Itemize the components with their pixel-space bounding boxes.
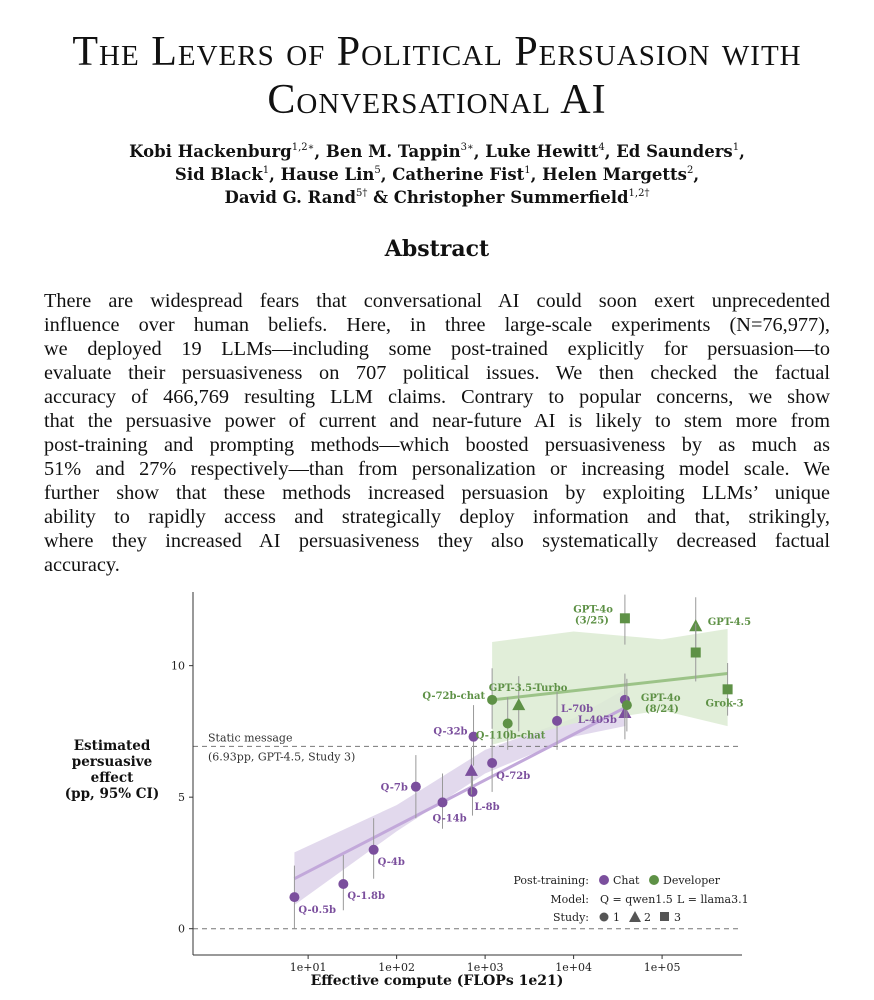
- static-message-detail: (6.93pp, GPT-4.5, Study 3): [208, 750, 356, 764]
- point-label: Q-7b: [380, 782, 408, 794]
- author-affiliation: 1: [262, 165, 270, 176]
- point-label: Q-72b: [496, 770, 531, 782]
- point-label: Q-72b-chat: [422, 690, 486, 702]
- y-tick-label: 10: [171, 659, 185, 673]
- data-point: [620, 613, 630, 623]
- abstract-line: where they increased AI persuasiveness they also systematically decreased factual: [44, 530, 830, 552]
- legend-study-1-label: 1: [613, 911, 620, 924]
- point-label: GPT-4.5: [707, 617, 752, 629]
- author-affiliation: 5†: [355, 188, 368, 199]
- legend-post-training-label: Post-training:: [513, 874, 589, 887]
- legend-developer-label: Developer: [663, 874, 721, 887]
- author-name: Luke Hewitt: [485, 142, 599, 161]
- author-line-2: Sid Black$^1$, Hause Lin$^5$, Catherine Fist$^1$, Helen Margetts$^2$,: [174, 165, 700, 184]
- y-label-line: (pp, 95% CI): [64, 786, 160, 802]
- data-point: [552, 716, 562, 726]
- author-affiliation: 2: [686, 165, 694, 176]
- author-name: Sid Black: [174, 165, 263, 184]
- legend-study-3-label: 3: [674, 911, 681, 924]
- author-affiliation: 1,2†: [628, 188, 650, 199]
- abstract-line: that the persuasive power of current and near-future AI is likely to stem more from: [44, 410, 830, 432]
- author-name: David G. Rand: [224, 188, 356, 207]
- point-label: L-405b: [577, 715, 617, 726]
- abstract-line: we deployed 19 LLMs—including some post-trained explicitly for persuasion—to: [44, 338, 830, 360]
- author-name: Ben M. Tappin: [325, 142, 461, 161]
- abstract-line: ability to rapidly access and strategically deploy information and that, strikingly,: [44, 506, 830, 528]
- paper-title-line-1: The Levers of Political Persuasion with: [72, 29, 802, 75]
- x-tick-label: 1e+03: [466, 961, 504, 974]
- point-label: L-70b: [561, 703, 594, 715]
- paper-title-line-2: Conversational AI: [267, 77, 607, 123]
- y-label-line: effect: [90, 770, 134, 786]
- legend-study-1-swatch: [600, 913, 609, 922]
- point-label: Q-32b: [433, 726, 468, 738]
- legend-developer-swatch: [649, 875, 659, 885]
- abstract-line: There are widespread fears that conversational AI could soon exert unprecedented: [44, 290, 830, 312]
- author-name: Hause Lin: [280, 165, 375, 184]
- data-point: [622, 700, 632, 710]
- x-tick-label: 1e+01: [289, 961, 327, 974]
- abstract-line: evaluate their persuasiveness on 707 political issues. We then checked the factual: [44, 362, 830, 384]
- author-affiliation: 1: [732, 142, 740, 153]
- data-point: [411, 782, 421, 792]
- legend-study-2-swatch: [629, 911, 641, 922]
- data-point: [503, 719, 513, 729]
- author-affiliation: 3∗: [460, 142, 474, 153]
- static-message-label: Static message: [208, 731, 293, 745]
- legend-study-3-swatch: [660, 912, 669, 921]
- point-label: GPT-4o (8/24): [640, 693, 681, 716]
- author-name: Christopher Summerfield: [393, 188, 629, 207]
- data-point: [467, 787, 477, 797]
- data-point: [289, 892, 299, 902]
- author-affiliation: 1,2∗: [291, 142, 315, 153]
- y-tick-label: 0: [178, 922, 185, 936]
- abstract-line: further show that these methods increased persuasion by exploiting LLMs’ unique: [44, 482, 830, 504]
- legend-study-label: Study:: [552, 911, 589, 924]
- author-line-3: David G. Rand$^{5\dagger}$ & Christopher Summerfield$^{1,2\dagger}$: [224, 188, 650, 207]
- legend-model-label: Model:: [550, 893, 589, 906]
- x-tick-label: 1e+02: [378, 961, 415, 974]
- author-name: Ed Saunders: [616, 142, 733, 161]
- data-point: [369, 845, 379, 855]
- abstract-line: post-training and prompting methods—which boosted persuasiveness by as much as: [44, 434, 830, 456]
- y-label-line: Estimated: [73, 738, 151, 754]
- y-label-line: persuasive: [71, 754, 153, 770]
- point-label: Q-1.8b: [347, 890, 385, 902]
- abstract-line: accuracy of 466,769 resulting LLM claims. Contrary to popular concerns, we show: [44, 386, 830, 408]
- x-tick-label: 1e+05: [643, 961, 681, 974]
- author-affiliation: 4: [598, 142, 605, 153]
- author-name: Kobi Hackenburg: [129, 142, 292, 161]
- data-point: [487, 758, 497, 768]
- point-label: L-8b: [474, 801, 500, 813]
- data-point: [723, 684, 733, 694]
- legend-model-l: L = llama3.1: [677, 893, 749, 906]
- abstract-line: 51% and 27% respectively—than from personalization or increasing model scale. We: [44, 458, 830, 480]
- abstract-line: influence over human beliefs. Here, in three large-scale experiments (N=76,977),: [44, 314, 830, 336]
- point-label: GPT-4o (3/25): [573, 604, 613, 627]
- author-name: Helen Margetts: [542, 165, 687, 184]
- point-label: Q-14b: [432, 813, 467, 825]
- data-point: [691, 648, 701, 658]
- legend-study-2-label: 2: [644, 911, 651, 924]
- point-label: Q-0.5b: [298, 905, 337, 917]
- chart-x-axis-label: Effective compute (FLOPs 1e21): [310, 973, 564, 989]
- legend-model-q: Q = qwen1.5: [600, 893, 673, 906]
- point-label: Q-4b: [377, 856, 405, 868]
- x-tick-label: 1e+04: [555, 961, 592, 974]
- point-label: GPT-3.5-Turbo: [488, 683, 568, 695]
- y-tick-label: 5: [178, 791, 185, 805]
- data-point: [338, 879, 348, 889]
- data-point: [438, 797, 448, 807]
- legend-chat-swatch: [599, 875, 609, 885]
- legend-chat-label: Chat: [613, 874, 640, 887]
- data-point: [487, 695, 497, 705]
- point-label: Grok-3: [705, 698, 744, 710]
- author-line-1: Kobi Hackenburg$^{1,2∗}$, Ben M. Tappin$^{3∗}$, Luke Hewitt$^4$, Ed Saunders$^1$,: [129, 142, 745, 161]
- point-label: Q-110b-chat: [475, 730, 546, 742]
- author-affiliation: 5: [374, 165, 381, 176]
- author-name: Catherine Fist: [392, 165, 525, 184]
- author-affiliation: 1: [524, 165, 531, 176]
- abstract-heading: Abstract: [384, 236, 490, 262]
- abstract-line: accuracy.: [44, 554, 120, 576]
